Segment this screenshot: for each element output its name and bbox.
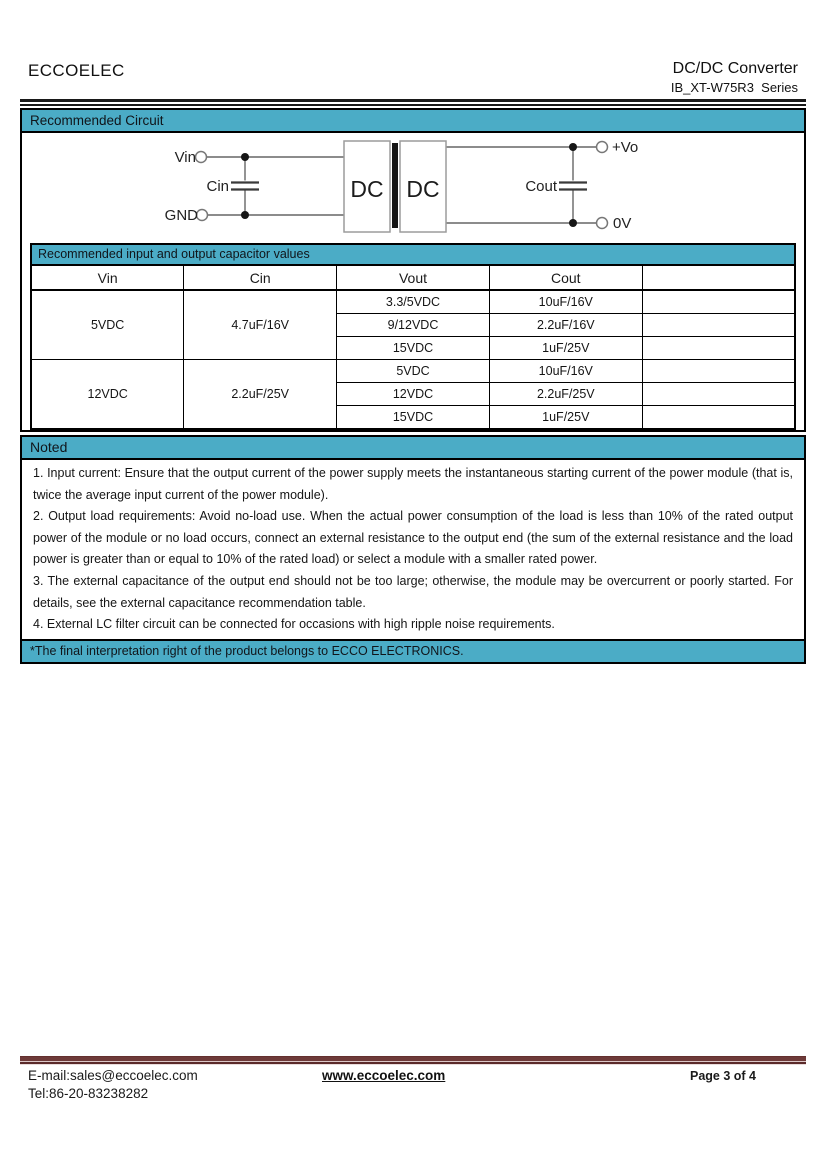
cout-cell: 10uF/16V — [489, 360, 642, 383]
vin-label: Vin — [174, 149, 196, 166]
noted-section — [20, 435, 806, 664]
cout-label: Cout — [525, 178, 557, 195]
vin-cell: 5VDC — [31, 290, 184, 360]
notes-body — [22, 460, 804, 639]
main-content — [20, 108, 806, 664]
cout-cell: 1uF/25V — [489, 337, 642, 360]
header-divider — [20, 99, 806, 106]
document-title-block — [671, 58, 798, 96]
vout-cell: 15VDC — [337, 406, 490, 430]
capacitor-table-wrap — [30, 243, 796, 430]
section-title-recommended-circuit: Recommended Circuit — [22, 110, 804, 133]
company-logo-text: ECCOELEC — [28, 61, 125, 80]
table-row — [31, 290, 795, 314]
vo-terminal — [597, 142, 608, 153]
empty-cell — [642, 290, 795, 314]
capacitor-table-title: Recommended input and output capacitor values — [30, 243, 796, 264]
gnd-label: GND — [164, 207, 198, 224]
empty-cell — [642, 360, 795, 383]
vout-cell: 12VDC — [337, 383, 490, 406]
product-title: DC/DC Converter — [672, 60, 798, 77]
vout-cell: 9/12VDC — [337, 314, 490, 337]
vout-cell: 5VDC — [337, 360, 490, 383]
table-header-row — [31, 265, 795, 290]
empty-cell — [642, 314, 795, 337]
cin-label: Cin — [206, 178, 229, 195]
col-header-cin: Cin — [184, 265, 337, 290]
circuit-diagram-area — [22, 133, 804, 243]
vin-cell: 12VDC — [31, 360, 184, 430]
cout-cell: 2.2uF/16V — [489, 314, 642, 337]
note-item-2: 2. Output load requirements: Avoid no-load use. When the actual power consumption of the load is less than 10% of the rated output power of the module or no load occurs, connect an external resistance to the output end (the sum of the external resistance and the load power is greater than or equal to 10% of the rated load) or select a module with a smaller rated power. — [33, 509, 793, 567]
note-item-3: 3. The external capacitance of the output end should not be too large; otherwise, the module may be overcurrent or poorly started. For details, see the external capacitance recommendation table. — [33, 573, 793, 610]
dc-left-text: DC — [350, 176, 384, 202]
zerov-label: 0V — [613, 215, 632, 232]
dc-right-text: DC — [406, 176, 440, 202]
cin-cell: 2.2uF/25V — [184, 360, 337, 430]
gnd-terminal — [197, 210, 208, 221]
recommended-circuit-section — [20, 108, 806, 432]
empty-cell — [642, 383, 795, 406]
footer-divider — [20, 1056, 806, 1065]
cout-cell: 10uF/16V — [489, 290, 642, 314]
circuit-diagram — [22, 133, 804, 243]
vin-terminal — [196, 152, 207, 163]
note-item-4: 4. External LC filter circuit can be connected for occasions with high ripple noise requirements. — [33, 617, 555, 632]
vout-cell: 3.3/5VDC — [337, 290, 490, 314]
footer-website-link[interactable]: www.eccoelec.com — [322, 1068, 446, 1083]
col-header-cout: Cout — [489, 265, 642, 290]
col-header-vout: Vout — [337, 265, 490, 290]
cin-cell: 4.7uF/16V — [184, 290, 337, 360]
interpretation-disclaimer: *The final interpretation right of the product belongs to ECCO ELECTRONICS. — [22, 639, 804, 662]
footer-email: E-mail:sales@eccoelec.com — [28, 1068, 198, 1083]
series-name: IB_XT-W75R3 Series — [670, 80, 798, 95]
empty-cell — [642, 337, 795, 360]
page-number: Page 3 of 4 — [690, 1069, 756, 1083]
noted-title: Noted — [22, 437, 804, 460]
zerov-terminal — [597, 218, 608, 229]
col-header-empty — [642, 265, 795, 290]
note-item-1: 1. Input current: Ensure that the output current of the power supply meets the instantaneous starting current of the power module (that is, twice the average input current of the power module). — [33, 466, 793, 502]
footer-telephone: Tel:86-20-83238282 — [28, 1086, 149, 1101]
vout-cell: 15VDC — [337, 337, 490, 360]
col-header-vin: Vin — [31, 265, 184, 290]
isolation-bar — [392, 143, 398, 228]
table-row — [31, 360, 795, 383]
vo-label: +Vo — [612, 139, 639, 156]
cout-cell: 1uF/25V — [489, 406, 642, 430]
empty-cell — [642, 406, 795, 430]
cout-cell: 2.2uF/25V — [489, 383, 642, 406]
capacitor-table — [30, 264, 796, 430]
